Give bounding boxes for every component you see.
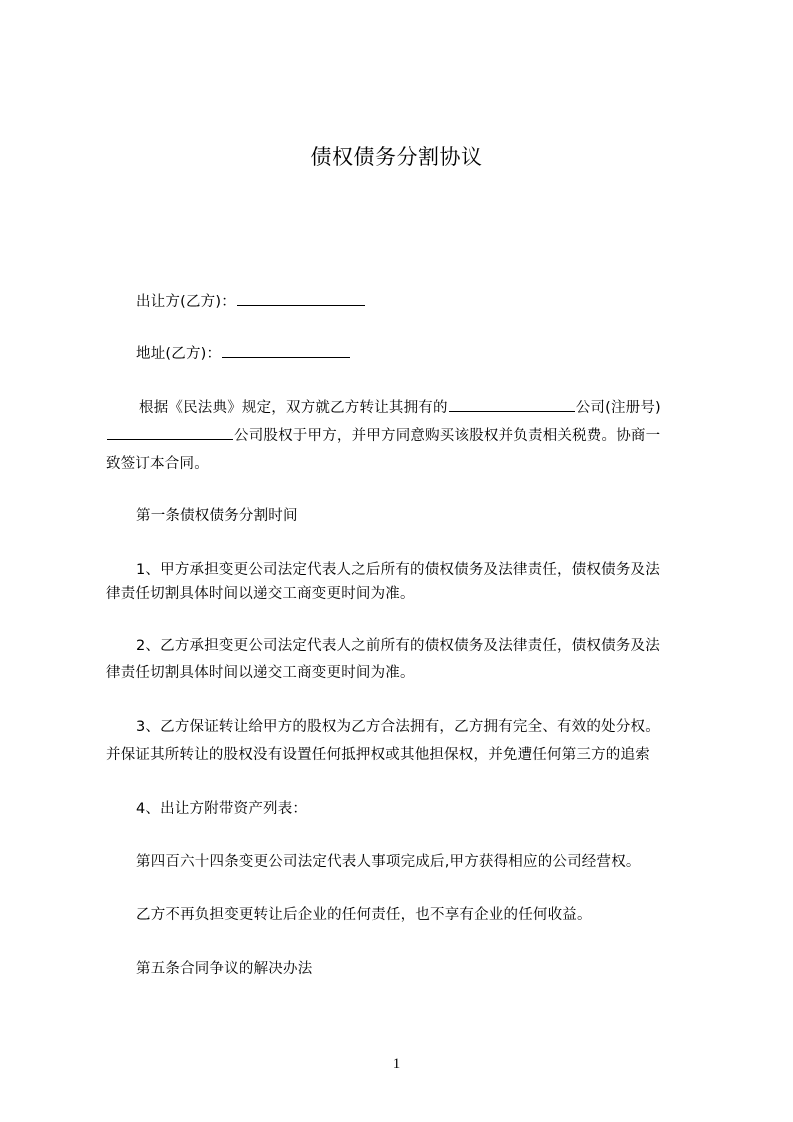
clause-1-line-2: 律责任切割具体时间以递交工商变更时间为准。 (106, 586, 415, 602)
clause-3-line-2: 并保证其所转让的股权没有设置任何抵押权或其他担保权，并免遭任何第三方的追索 (106, 747, 650, 763)
company-name-blank (449, 410, 575, 412)
clause-2-line-2: 律责任切割具体时间以递交工商变更时间为准。 (106, 665, 415, 681)
address-line (136, 340, 706, 368)
page-number: 1 (392, 1056, 401, 1072)
document-title: 债权债务分割协议 (310, 145, 483, 169)
article-five-heading: 第五条合同争议的解决办法 (136, 961, 313, 977)
preamble-text-b: 公司(注册号) (575, 400, 661, 416)
article-one-heading: 第一条债权债务分割时间 (136, 508, 298, 524)
party-b-blank (237, 304, 365, 306)
article-464: 第四百六十四条变更公司法定代表人事项完成后,甲方获得相应的公司经营权。 (136, 854, 641, 870)
clause-3-line-1: 3、乙方保证转让给甲方的股权为乙方合法拥有，乙方拥有完全、有效的处分权。 (136, 719, 660, 735)
preamble-line-3: 致签订本合同。 (106, 456, 209, 472)
preamble-line-1 (139, 394, 709, 422)
registration-number-blank (107, 438, 233, 440)
party-b-line (136, 288, 706, 316)
preamble-line-2 (106, 422, 706, 450)
party-b-label: 出让方(乙方)： (136, 294, 236, 310)
preamble-text-c: 公司股权于甲方，并甲方同意购买该股权并负责相关税费。协商一 (234, 428, 661, 444)
preamble-text-a: 根据《民法典》规定，双方就乙方转让其拥有的 (139, 400, 448, 416)
clause-2-line-1: 2、乙方承担变更公司法定代表人之前所有的债权债务及法律责任，债权债务及法 (136, 638, 660, 654)
clause-1-line-1: 1、甲方承担变更公司法定代表人之后所有的债权债务及法律责任，债权债务及法 (136, 562, 660, 578)
clause-4: 4、出让方附带资产列表： (136, 801, 308, 817)
address-blank (222, 356, 350, 358)
no-liability-clause: 乙方不再负担变更转让后企业的任何责任，也不享有企业的任何收益。 (136, 907, 592, 923)
address-label: 地址(乙方)： (136, 346, 222, 362)
